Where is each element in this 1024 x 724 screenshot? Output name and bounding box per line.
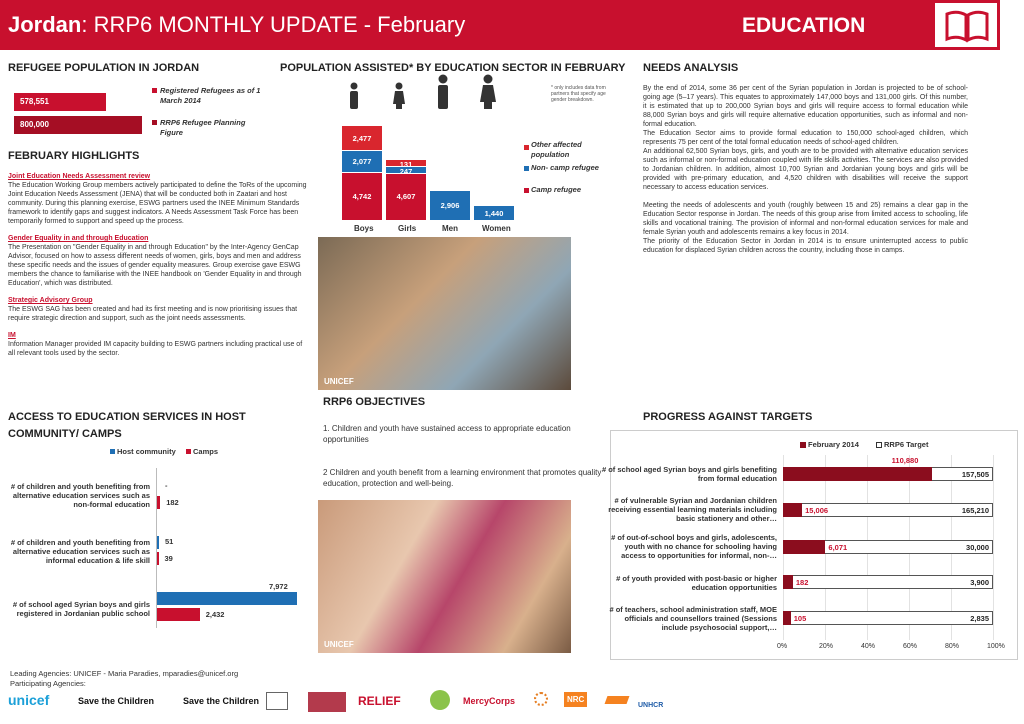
refugee-heading: REFUGEE POPULATION IN JORDAN bbox=[8, 62, 200, 74]
sun-logo-icon bbox=[534, 692, 548, 706]
access-heading-2: COMMUNITY/ CAMPS bbox=[8, 428, 122, 440]
nrc-logo: NRC bbox=[564, 692, 587, 707]
access-row-label: # of school aged Syrian boys and girls registered in Jordanian public school bbox=[12, 600, 150, 618]
population-data-label: 1,440 bbox=[484, 208, 504, 218]
girl-figure-icon bbox=[392, 82, 406, 115]
legend-swatch-noncamp bbox=[524, 166, 529, 171]
access-bar-camps bbox=[157, 552, 159, 565]
highlight-title: Strategic Advisory Group bbox=[8, 297, 93, 304]
population-bar-segment bbox=[386, 159, 426, 169]
progress-axis bbox=[777, 643, 1005, 653]
access-bar-camps bbox=[157, 608, 200, 621]
sector-title: EDUCATION bbox=[742, 14, 866, 37]
progress-tick-label: 20% bbox=[819, 643, 834, 650]
progress-gridline bbox=[993, 455, 994, 640]
progress-row-label: # of out-of-school boys and girls, adolescents, youth with no chance for schooling having access to opportunities for informal, non-… bbox=[611, 533, 777, 560]
progress-tick-label: 60% bbox=[903, 643, 918, 650]
population-heading: POPULATION ASSISTED* BY EDUCATION SECTOR IN FEBRUARY bbox=[280, 62, 626, 74]
unhcr-logo: UNHCR bbox=[638, 702, 664, 709]
progress-label-target: 30,000 bbox=[966, 543, 989, 552]
population-data-label: 4,742 bbox=[352, 191, 372, 201]
legend-camps: Camps bbox=[193, 447, 219, 456]
population-bar-segment bbox=[342, 125, 382, 150]
access-bar-host bbox=[157, 536, 159, 549]
legend-noncamp: Non- camp refugee bbox=[531, 163, 599, 172]
access-label-camps: 39 bbox=[164, 554, 173, 563]
progress-row-label: # of vulnerable Syrian and Jordanian children receiving essential learning materials including basic stationery and other… bbox=[608, 496, 777, 523]
highlight-title: IM bbox=[8, 332, 16, 339]
legend-swatch-registered bbox=[152, 88, 157, 93]
header-banner bbox=[0, 0, 1000, 50]
book-icon bbox=[932, 0, 1000, 50]
agency-logo-block bbox=[308, 692, 346, 712]
population-data-label: 131 bbox=[399, 160, 413, 169]
photo-classroom-boys bbox=[318, 237, 571, 390]
access-chart bbox=[157, 468, 302, 628]
legend-swatch-other bbox=[524, 145, 529, 150]
population-bar-segment bbox=[386, 173, 426, 220]
mercycorps-logo: MercyCorps bbox=[463, 696, 516, 706]
population-data-label: 2,077 bbox=[352, 157, 372, 167]
legend-swatch-camps bbox=[186, 449, 191, 454]
population-data-label: 2,477 bbox=[352, 133, 372, 143]
access-label-host: 51 bbox=[165, 537, 174, 546]
legend-host: Host community bbox=[117, 447, 176, 456]
highlight-body: The Education Working Group members actively participated to define the ToRs of the upcoming Joint Education Needs Assessment (JENA) that will be conducted both in Zaatari and host community. During this planning exercise, ESWG partners used the INEE Minimum Standards framework to identify gaps and suggest indicators. A Needs Assessment Task Force has been temporarily formed to support and speed up the process. bbox=[8, 182, 307, 225]
access-label-host: - bbox=[165, 481, 168, 490]
progress-heading: PROGRESS AGAINST TARGETS bbox=[643, 411, 813, 423]
access-bar-camps bbox=[157, 496, 160, 509]
category-label: Men bbox=[442, 224, 458, 233]
highlight-body: The ESWG SAG has been created and had its first meeting and is now prioritising issues that require strategic direction and support, such as the joint needs assessments. bbox=[8, 306, 298, 322]
population-bar-segment bbox=[474, 205, 514, 220]
unicef-logo: unicef bbox=[8, 692, 50, 708]
photo-credit: UNICEF bbox=[324, 377, 354, 386]
legend-feb: February 2014 bbox=[808, 440, 859, 449]
photo-girls-smiling bbox=[318, 500, 571, 653]
progress-label-target: 165,210 bbox=[961, 506, 989, 515]
legend-planning: RRP6 Refugee Planning Figure bbox=[160, 118, 246, 137]
relief-logo: RELIEF bbox=[358, 694, 401, 708]
agency-circle-logo bbox=[430, 690, 450, 710]
objectives-heading: RRP6 OBJECTIVES bbox=[323, 396, 426, 408]
category-label: Girls bbox=[398, 224, 417, 233]
progress-chart bbox=[783, 455, 993, 640]
legend-swatch-camp bbox=[524, 188, 529, 193]
progress-label-target: 3,900 bbox=[970, 578, 989, 587]
objective-2: 2 Children and youth benefit from a learning environment that promotes quality education, protection and well-being. bbox=[323, 468, 602, 488]
progress-label-achieved: 6,071 bbox=[828, 543, 848, 552]
progress-row-label: # of school aged Syrian boys and girls benefiting from formal education bbox=[601, 465, 777, 483]
highlights-list bbox=[8, 172, 308, 358]
access-label-camps: 2,432 bbox=[205, 610, 225, 619]
legend-camp: Camp refugee bbox=[531, 185, 582, 194]
population-bar-segment bbox=[342, 172, 382, 220]
legend-registered: Registered Refugees as of 1 March 2014 bbox=[160, 86, 261, 105]
access-heading-1: ACCESS TO EDUCATION SERVICES IN HOST bbox=[8, 411, 246, 423]
population-bar-segment bbox=[430, 190, 470, 220]
access-label-camps: 182 bbox=[166, 498, 179, 507]
population-chart bbox=[342, 118, 522, 220]
legend-other: Other affected population bbox=[531, 140, 582, 159]
progress-bar-achieved bbox=[783, 503, 802, 517]
progress-row-label: # of youth provided with post-basic or higher education opportunities bbox=[616, 574, 777, 592]
population-note: * only includes data from partners that specify age gender breakdown. bbox=[551, 85, 606, 103]
population-data-label: 4,607 bbox=[396, 192, 416, 202]
progress-label-achieved: 15,006 bbox=[805, 506, 829, 515]
needs-paragraph: Meeting the needs of adolescents and youth (roughly between 15 and 25) remains a clear gap in the Education Sector response in Jordan. The needs of this group arise from limited access to schooling, life skills and vocational training. The provision of informal and non-formal education services for male and female Syrian youth and adolescents remains a key focus in 2014. bbox=[643, 202, 968, 236]
participating-agencies: Participating Agencies: bbox=[10, 679, 86, 688]
save-children-logo-2: Save the Children bbox=[183, 696, 260, 706]
highlights-heading: FEBRUARY HIGHLIGHTS bbox=[8, 150, 140, 162]
access-row-label: # of children and youth benefiting from alternative education services such as non-formal education bbox=[10, 482, 150, 509]
legend-swatch-target bbox=[876, 442, 882, 448]
needs-paragraph: The Education Sector aims to provide formal education to 150,000 school-aged children, which represents 75 per cent of the total formal education needs of school-aged children. bbox=[643, 130, 968, 146]
category-label: Women bbox=[482, 224, 511, 233]
leading-agencies: Leading Agencies: UNICEF - Maria Paradies, mparadies@unicef.org bbox=[10, 669, 239, 678]
legend-swatch-planning bbox=[152, 120, 157, 125]
progress-bar-achieved bbox=[783, 540, 825, 554]
progress-row-label: # of teachers, school administration staff, MOE officials and counsellors trained (Sessions include psychosocial support,… bbox=[609, 605, 777, 632]
legend-swatch-feb bbox=[800, 442, 806, 448]
man-figure-icon bbox=[435, 74, 451, 115]
refugee-bar-planning: 800,000 bbox=[14, 116, 142, 134]
access-row-label: # of children and youth benefiting from alternative education services such as informal education & life skill bbox=[10, 538, 150, 565]
highlight-body: Information Manager provided IM capacity building to ESWG partners including practical use of all relevant tools used by the sector. bbox=[8, 341, 303, 357]
progress-bar-achieved bbox=[783, 611, 791, 625]
legend-swatch-host bbox=[110, 449, 115, 454]
agency-arrow-logo bbox=[605, 696, 630, 704]
save-children-logo: Save the Children bbox=[78, 696, 155, 706]
needs-body bbox=[643, 84, 968, 255]
refugee-bar-registered: 578,551 bbox=[14, 93, 106, 111]
progress-label-target: 157,505 bbox=[961, 470, 989, 479]
population-bar-segment bbox=[342, 150, 382, 171]
needs-heading: NEEDS ANALYSIS bbox=[643, 62, 739, 74]
progress-tick-label: 80% bbox=[945, 643, 960, 650]
agency-emblem-icon bbox=[266, 692, 288, 710]
progress-tick-label: 0% bbox=[777, 643, 788, 650]
population-data-label: 247 bbox=[399, 167, 413, 176]
highlight-body: The Presentation on "Gender Equality in and through Education" by the Inter-Agency GenCap Advisor, focused on how to assess different needs of women, girls, boys and men and address these specific needs and the issues of gender equality measures. Group exercise gave ESWG members the chance to familiarise with the INEE handbook on 'Gender Equality in and through Education', which was distributed. bbox=[8, 244, 302, 287]
boy-figure-icon bbox=[347, 82, 361, 115]
woman-figure-icon bbox=[480, 74, 496, 115]
progress-label-achieved: 182 bbox=[795, 578, 809, 587]
progress-label-achieved: 105 bbox=[793, 614, 807, 623]
needs-paragraph: An additional 62,500 Syrian boys, girls, and youth are to be provided with alternative education services such as informal or non-formal education coupled with life skills activities. The services are also provided to Jordanian children. In addition, almost 10,700 Syrian and Jordanian young boys and girls will be provided with pre-primary education, and 4,520 children with disabilities will receive the support necessary to access education services. bbox=[643, 148, 968, 191]
progress-bar-achieved bbox=[783, 575, 793, 589]
access-label-host: 7,972 bbox=[269, 582, 288, 591]
progress-bar-achieved bbox=[783, 467, 932, 481]
access-bar-host bbox=[157, 592, 297, 605]
needs-paragraph: The priority of the Education Sector in Jordan in 2014 is to ensure uninterrupted access to public education for displaced Syrian children across the country, including those in camps. bbox=[643, 238, 968, 254]
highlight-title: Gender Equality in and through Education bbox=[8, 235, 149, 242]
progress-label-target: 2,835 bbox=[970, 614, 989, 623]
population-data-label: 2,906 bbox=[440, 201, 460, 211]
legend-target: RRP6 Target bbox=[884, 440, 929, 449]
progress-label-achieved: 110,880 bbox=[891, 456, 919, 465]
objective-1: 1. Children and youth have sustained access to appropriate education opportunities bbox=[323, 424, 571, 444]
category-label: Boys bbox=[354, 224, 374, 233]
page-title: Jordan: RRP6 MONTHLY UPDATE - February bbox=[8, 12, 466, 37]
needs-paragraph: By the end of 2014, some 36 per cent of the Syrian population in Jordan is projected to be of school-going age (5–17 years). This equates to approximately 147,000 boys and 131,000 girls. Of this number, it is estimated that up to 200,000 Syrian boys and girls will require access to formal education while 88,000 Syrian boys and girls will require alternative education opportunities, such as informal and non-formal education. bbox=[643, 85, 968, 128]
logo-strip bbox=[8, 690, 1008, 716]
highlight-title: Joint Education Needs Assessment review bbox=[8, 173, 151, 180]
progress-tick-label: 100% bbox=[987, 643, 1005, 650]
progress-tick-label: 40% bbox=[861, 643, 876, 650]
photo-credit: UNICEF bbox=[324, 640, 354, 649]
